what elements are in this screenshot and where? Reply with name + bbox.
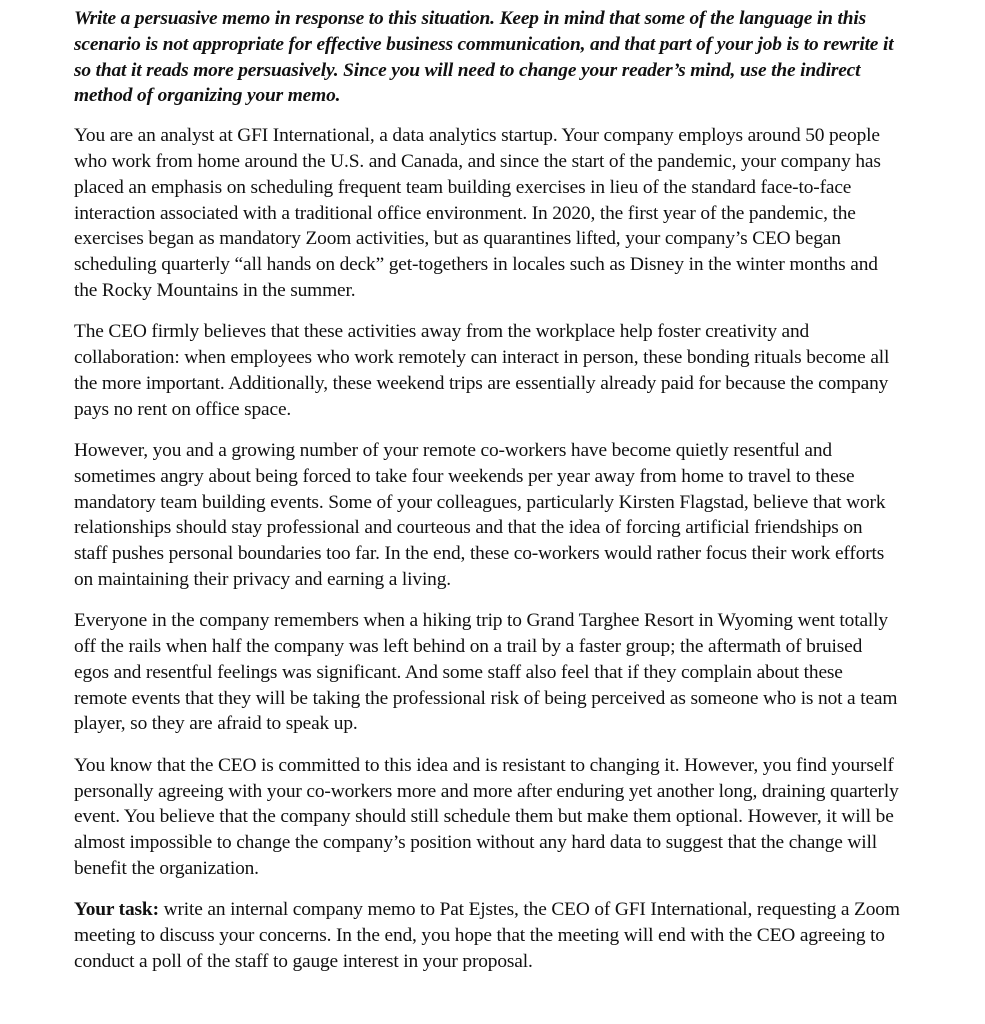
task-text: write an internal company memo to Pat Ejstes, the CEO of GFI International, requesting a Zoom meeting to discuss your concerns. In the end, you hope that the meeting will end with the CEO agreeing to conduct a poll of the staff to gauge interest in your proposal. [74,899,900,972]
document-page [74,6,900,990]
assignment-instructions: Write a persuasive memo in response to this situation. Keep in mind that some of the language in this scenario is not appropriate for effective business communication, and that part of your job is to rewrite it so that it reads more persuasively. Since you will need to change your reader’s mind, use the indirect method of organizing your memo. [74,8,894,107]
scenario-paragraph-3: However, you and a growing number of your remote co-workers have become quietly resentful and sometimes angry about being forced to take four weekends per year away from home to travel to these mandatory team building events. Some of your colleagues, particularly Kirsten Flagstad, believe that work relationships should stay professional and courteous and that the idea of forcing artificial friendships on staff pushes personal boundaries too far. In the end, these co-workers would rather focus their work efforts on maintaining their privacy and earning a living. [74,439,886,590]
task-label: Your task: [74,899,159,921]
scenario-paragraph-1: You are an analyst at GFI International, a data analytics startup. Your company employs around 50 people who work from home around the U.S. and Canada, and since the start of the pandemic, your company has placed an emphasis on scheduling frequent team building exercises in lieu of the standard face-to-face interaction associated with a traditional office environment. In 2020, the first year of the pandemic, the exercises began as mandatory Zoom activities, but as quarantines lifted, your company’s CEO began scheduling quarterly “all hands on deck” get-togethers in locales such as Disney in the winter months and the Rocky Mountains in the summer. [74,125,881,301]
scenario-paragraph-5: You know that the CEO is committed to this idea and is resistant to changing it. However, you find yourself personally agreeing with your co-workers more and more after enduring yet another long, draining quarterly event. You believe that the company should still schedule them but make them optional. However, it will be almost impossible to change the company’s position without any hard data to suggest that the change will benefit the organization. [74,754,899,879]
scenario-paragraph-2: The CEO firmly believes that these activities away from the workplace help foster creativity and collaboration: when employees who work remotely can interact in person, these bonding rituals become all the more important. Additionally, these weekend trips are essentially already paid for because the company pays no rent on office space. [74,321,890,420]
scenario-paragraph-4: Everyone in the company remembers when a hiking trip to Grand Targhee Resort in Wyoming went totally off the rails when half the company was left behind on a trail by a faster group; the aftermath of bruised egos and resentful feelings was significant. And some staff also feel that if they complain about these remote events that they will be taking the professional risk of being perceived as someone who is not a team player, so they are afraid to speak up. [74,610,898,735]
task-paragraph [74,897,900,974]
